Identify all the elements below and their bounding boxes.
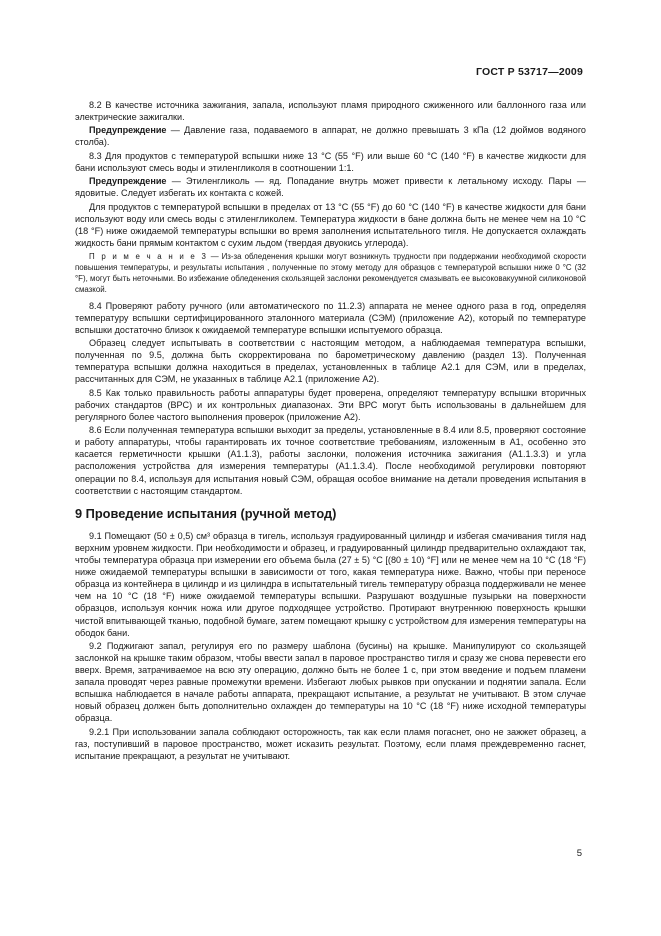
page-content (75, 99, 586, 763)
paragraph-8-5: 8.5 Как только правильность работы аппаратуры будет проверена, определяют температуру вспышки вторичных рабочих стандартов (ВРС) и их контрольных диапазонах. Эти ВРС могут быть использованы в дальнейшем для регулярного более частого выполнения проверок (приложение А2). (75, 387, 586, 422)
note-label: П р и м е ч а н и е 3 (89, 251, 208, 261)
paragraph-8-2: 8.2 В качестве источника зажигания, запала, используют пламя природного сжиженного или баллонного газа или электрические зажигалки. (75, 100, 586, 123)
document-id: ГОСТ Р 53717—2009 (475, 66, 583, 78)
paragraph-8-3: 8.3 Для продуктов с температурой вспышки ниже 13 °С (55 °F) или выше 60 °С (140 °F) в качестве жидкости для бани используют смесь воды и этиленгликоля в соотношении 1:1. (75, 150, 586, 173)
paragraph-9-1: 9.1 Помещают (50 ± 0,5) см³ образца в тигель, используя градуированный цилиндр и избегая смачивания тигля над верхним уровнем жидкости. При необходимости и образец, и градуированный цилиндр предварительно охлаждают так, чтобы температура образца при измерении его объема была (27 ± 5) °С [(80 ± 10) °F] или не менее чем на 10 °С (18 °F) ниже ожидаемой температуры вспышки в зависимости от того, какая температура ниже. Важно, чтобы при переносе образца из контейнера в цилиндр и из цилиндра в испытательный тигель температуру образца поддерживали не менее чем на 10 °С (18 °F) ниже ожидаемой температуры вспышки. Разрушают воздушные пузырьки на поверхности образцов, используя кончик ножа или другое подходящее устройство. Протирают внутреннюю поверхность крышки чистой впитывающей тканью, подобной бумаге, затем помещают крышку с устройством для измерения температуры на ободок бани. (75, 530, 586, 638)
warning-label: Предупреждение (89, 125, 167, 136)
paragraph-bath-liquid: Для продуктов с температурой вспышки в пределах от 13 °С (55 °F) до 60 °С (140 °F) в качестве жидкости для бани используют воду или смесь воды с этиленгликолем. Температура жидкости в бане должна быть не менее чем на 10 °С (18 °F) ниже ожидаемой температуры вспышки во время заполнения испытательного тигля. Не допускается охлаждать жидкость бани прямым контактом с сухим льдом (твердая двуокись углерода). (75, 201, 586, 248)
paragraph-9-2-1: 9.2.1 При использовании запала соблюдают осторожность, так как если пламя погаснет, оно не зажжет образец, а газ, поступивший в паровое пространство, может исказить результат. Поэтому, если пламя преждевременно гаснет, испытание прекращают, а результат не учитывают. (75, 726, 586, 761)
paragraph-9-2: 9.2 Поджигают запал, регулируя его по размеру шаблона (бусины) на крышке. Манипулируют со скользящей заслонкой на крышке таким образом, чтобы ввести запал в паровое пространство тигля и сразу же снова перевести его вверх. Время, затрачиваемое на всю эту операцию, должно быть не более 1 с, при этом введение и подъем пламени запала проводят через равные промежутки времени. Избегают любых рывков при опускании и поднятии запала. Если вспышка наблюдается в начале работы аппарата, прекращают испытание, а результат не учитывают. В этом случае новый образец должен быть дополнительно охлажден до температуры на 10 °С (18 °F) ниже исходной температуры образца. (75, 640, 586, 724)
paragraph-8-4: 8.4 Проверяют работу ручного (или автоматического по 11.2.3) аппарата не менее одного раза в год, определяя температуру вспышки сертифицированного эталонного материала (СЭМ) (приложение А2), который по температуре вспышки достаточно близок к ожидаемой температуре вспышки испытуемого образца. (75, 300, 586, 335)
page-number: 5 (576, 848, 582, 859)
warning-text: — Давление газа, подаваемого в аппарат, не должно превышать 3 кПа (12 дюймов водяного столба). (75, 125, 586, 148)
warning-text: — Этиленгликоль — яд. Попадание внутрь может привести к летальному исходу. Пары — ядовитые. Следует избегать их контакта с кожей. (75, 176, 586, 199)
paragraph-8-6: 8.6 Если полученная температура вспышки выходит за пределы, установленные в 8.4 или 8.5, проверяют состояние и работу аппаратуры, чтобы гарантировать их точное соответствие требованиям, изложенным в А1, особенно это касается герметичности крышки (А1.1.3), работы заслонки, положения источника зажигания (А1.1.3.3) и угла расположения устройства для измерения температуры (А1.1.3.4). После необходимой регулировки повторяют операции по 8.4, используя для испытания новый СЭМ, обращая особое внимание на детали проведения испытания в соответствии с настоящим стандартом. (75, 425, 586, 496)
note-3 (75, 251, 586, 296)
warning-ethylene-glycol (75, 175, 586, 199)
warning-gas-pressure (75, 124, 586, 148)
warning-label: Предупреждение (89, 176, 167, 187)
note-text: — Из-за обледенения крышки могут возникнуть трудности при поддержании необходимой скорости повышения температуры, и результаты испытания , полученные по этому методу для образцов с температурой вспышки ниже 0 °С (32 °F), могут быть неточными. Во избежание обледенения скользящей заслонки рекомендуется смазывать ее высоковакуумной силиконовой смазкой. (75, 251, 586, 295)
paragraph-sample-testing: Образец следует испытывать в соответствии с настоящим методом, а наблюдаемая температура вспышки, полученная по 9.5, должна быть скорректирована по барометрическому давлению (раздел 13). Полученная температура вспышки должна находиться в пределах, установленных в таблице А2.1 для СЭМ, или в пределах, рассчитанных для СЭМ, не указанных в таблице А2.1 (приложение А2). (75, 338, 586, 385)
section-9-heading: 9 Проведение испытания (ручной метод) (75, 505, 337, 521)
